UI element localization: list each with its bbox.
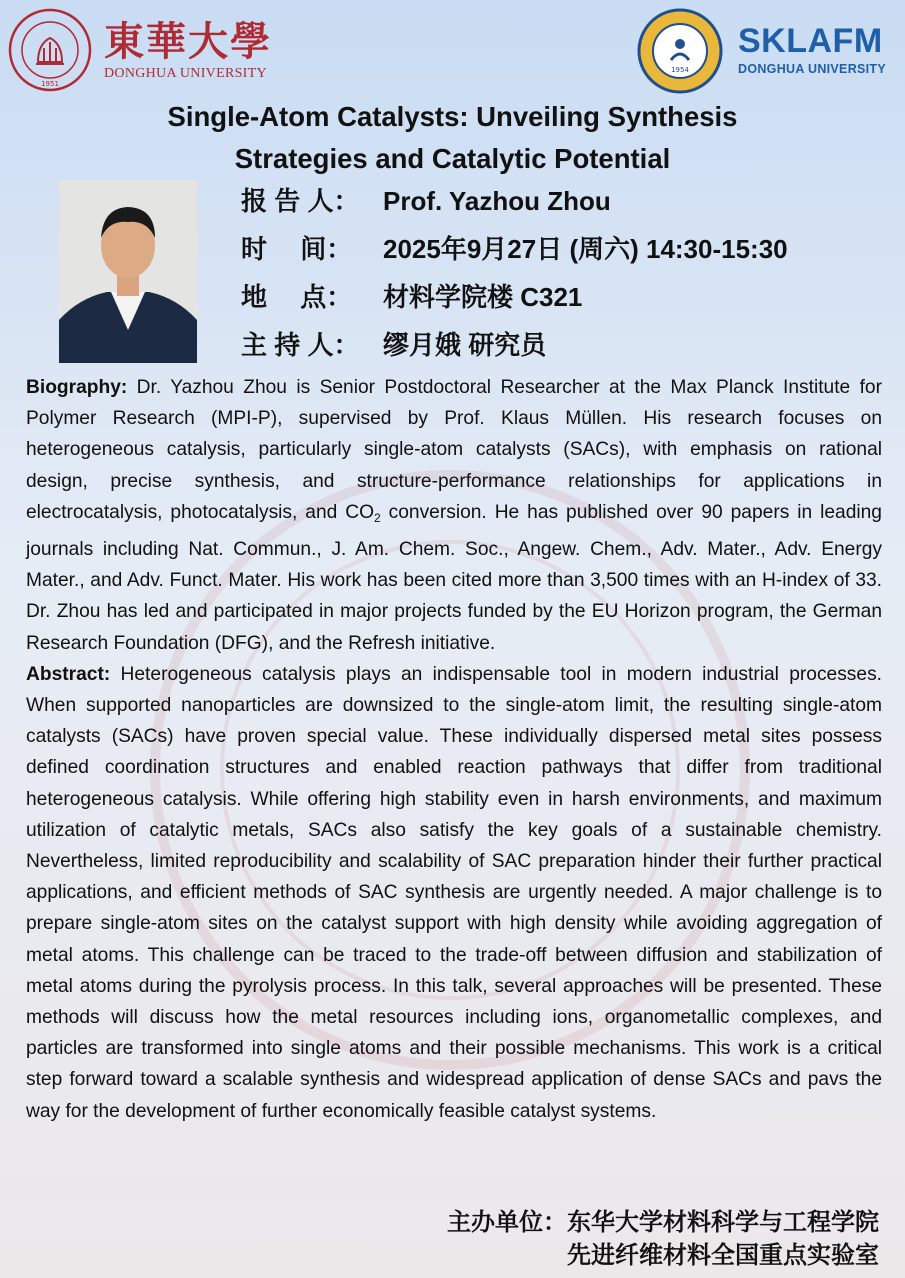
donghua-cn-name: 東華大學 bbox=[104, 18, 272, 65]
info-row-location bbox=[241, 276, 881, 324]
biography-label: Biography: bbox=[26, 377, 128, 398]
talk-title-line-2: Strategies and Catalytic Potential bbox=[234, 143, 671, 174]
organizer-line-1: 东华大学材料科学与工程学院 bbox=[567, 1209, 879, 1236]
abstract-text: Heterogeneous catalysis plays an indispensable tool in modern industrial processes. When supported nanoparticles are downsized to the single-atom limit, the resulting single-atom catalysts (SACs) have proven special value. These individually dispersed metal sites possess defined coordination structures and enabled reaction pathways that differ from traditional heterogeneous catalysis. While offering high stability even in harsh environments, and maximum utilization of catalytic metals, SACs also satisfy the key goals of a sustainable chemistry. Nevertheless, limited reproducibility and scalability of SAC preparation hinder their further practical applications, and efficient methods of SAC synthesis are urgently needed. A major challenge is to prepare single-atom sites on the catalyst support with high density while avoiding aggregation of metal atoms. This challenge can be traced to the trade-off between diffusion and stabilization of metal atoms during the pyrolysis process. In this talk, several approaches will be presented. These methods will discuss how the metal resources including ions, organometallic complexes, and particles are transformed into single atoms and their possible mechanisms. This work is a critical step forward toward a scalable synthesis and widespread application of dense SACs and pavs the way for the development of further economically feasible catalyst systems. bbox=[26, 663, 882, 1122]
talk-title bbox=[0, 96, 905, 180]
info-label: 报 告 人： bbox=[241, 186, 360, 216]
abstract-paragraph bbox=[26, 659, 882, 1127]
organizer-label: 主办单位： bbox=[447, 1209, 567, 1236]
info-row-speaker bbox=[241, 180, 881, 228]
donghua-en-name: DONGHUA UNIVERSITY bbox=[104, 66, 267, 81]
biography-text-part-1: Dr. Yazhou Zhou is Senior Postdoctoral Researcher at the Max Planck Institute for Polymer Research (MPI-P), supervised by Prof. Klaus Müllen. His research focuses on heterogeneous catalysis, particularly single-atom catalysts (SACs), with emphasis on rational design, precise synthesis, and structure-performance relationships for applications in electrocatalysis, photocatalysis, and CO bbox=[26, 377, 882, 523]
biography-subscript: 2 bbox=[374, 510, 381, 525]
info-label: 地 点： bbox=[241, 282, 353, 312]
info-label: 主 持 人： bbox=[241, 330, 360, 360]
organizer-line-2: 先进纤维材料全国重点实验室 bbox=[567, 1242, 879, 1269]
talk-location: 材料学院楼 C321 bbox=[383, 282, 583, 312]
organizer bbox=[447, 1206, 879, 1272]
talk-title-line-1: Single-Atom Catalysts: Unveiling Synthesis bbox=[167, 101, 738, 132]
abstract-label: Abstract: bbox=[26, 663, 111, 685]
body-text bbox=[26, 372, 882, 1127]
info-label: 时 间： bbox=[241, 234, 353, 264]
sklafm-subtitle: DONGHUA UNIVERSITY bbox=[738, 62, 887, 76]
info-row-time bbox=[241, 228, 881, 276]
sklafm-wordmark bbox=[738, 22, 886, 76]
donghua-seal-logo bbox=[8, 8, 92, 92]
info-row-host bbox=[241, 324, 881, 372]
speaker-photo bbox=[59, 180, 197, 363]
header bbox=[0, 0, 905, 98]
sklafm-seal-logo bbox=[637, 8, 723, 94]
organizer-row-1 bbox=[447, 1206, 879, 1239]
speaker-name: Prof. Yazhou Zhou bbox=[383, 186, 611, 216]
talk-host: 缪月娥 研究员 bbox=[383, 330, 547, 360]
seal-year: 1951 bbox=[41, 80, 59, 88]
biography-text-part-2: conversion. He has published over 90 papers in leading journals including Nat. Commun., J. Am. Chem. Soc., Angew. Chem., Adv. Mater., Adv. Energy Mater., and Adv. Funct. Mater. His work has been cited more than 3,500 times with an H-index of 33. Dr. Zhou has led and participated in major projects funded by the EU Horizon program, the German Research Foundation (DFG), and the Refresh initiative. bbox=[26, 501, 882, 654]
biography-paragraph bbox=[26, 372, 882, 659]
talk-info bbox=[241, 180, 881, 372]
sklafm-title: SKLAFM bbox=[738, 22, 883, 60]
donghua-wordmark bbox=[104, 18, 274, 82]
talk-time: 2025年9月27日 (周六) 14:30-15:30 bbox=[383, 234, 788, 264]
seal-year: 1954 bbox=[671, 66, 689, 74]
